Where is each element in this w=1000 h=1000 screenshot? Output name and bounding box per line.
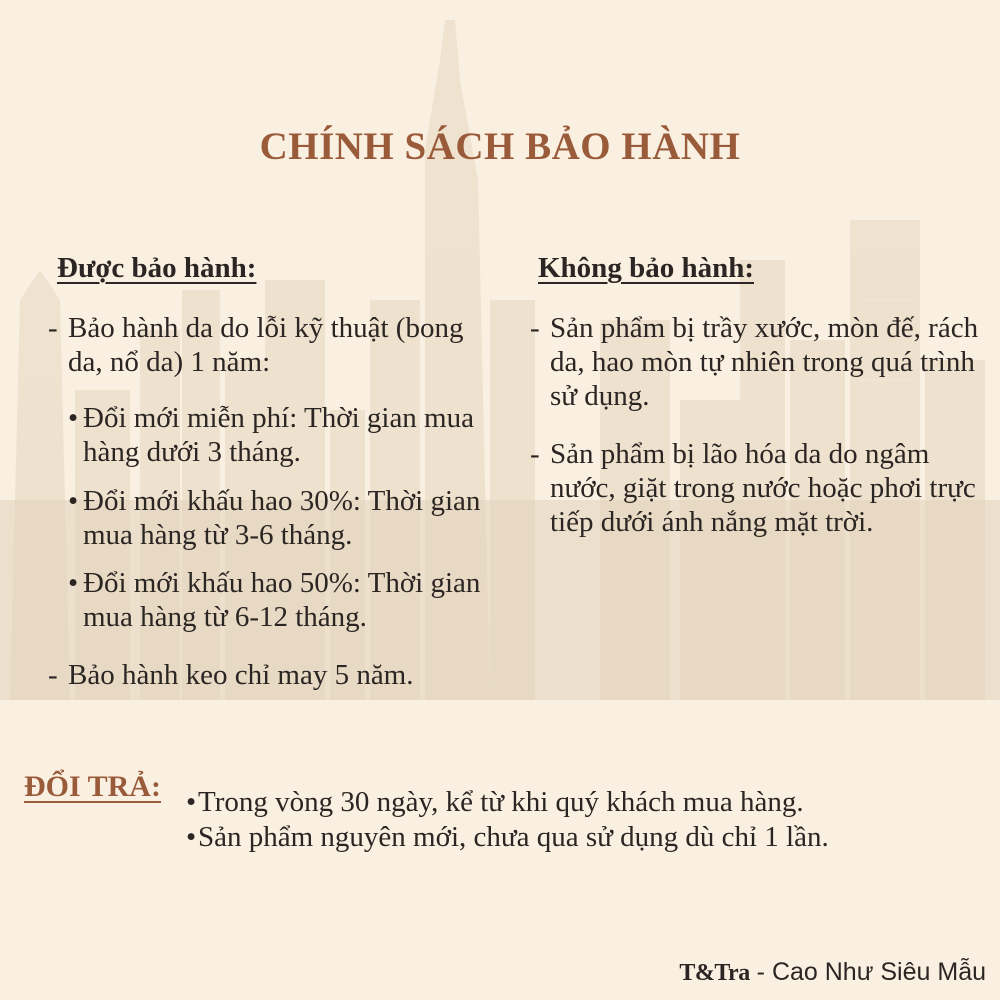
bullet-marker: •: [186, 821, 197, 853]
warranty-item-text: Bảo hành keo chỉ may 5 năm.: [68, 659, 414, 691]
returns-item-text: Sản phẩm nguyên mới, chưa qua sử dụng dù chỉ 1 lần.: [198, 821, 829, 853]
no-warranty-item-text: Sản phẩm bị trầy xước, mòn đế, rách da, hao mòn tự nhiên trong quá trình sử dụng.: [550, 312, 979, 412]
no-warranty-item: [530, 437, 980, 539]
dash-marker: -: [48, 659, 58, 691]
warranty-sub-item: [68, 566, 508, 634]
warranty-sub-item: [68, 484, 508, 552]
returns-heading: ĐỔI TRẢ:: [24, 770, 161, 803]
dash-marker: -: [530, 438, 540, 470]
dash-marker: -: [530, 312, 540, 344]
returns-item-text: Trong vòng 30 ngày, kể từ khi quý khách mua hàng.: [198, 786, 804, 818]
bullet-marker: •: [68, 567, 79, 599]
brand-logo: T&Tra: [679, 960, 750, 986]
footer-separator: -: [756, 958, 765, 986]
page-title: CHÍNH SÁCH BẢO HÀNH: [259, 125, 741, 168]
warranty-item-text: Bảo hành da do lỗi kỹ thuật (bong da, nổ da) 1 năm:: [68, 312, 464, 378]
warranty-heading: Được bảo hành:: [57, 252, 257, 284]
warranty-sub-item-text: Đổi mới khấu hao 50%: Thời gian mua hàng từ 6-12 tháng.: [83, 567, 481, 633]
warranty-sub-item-text: Đổi mới miễn phí: Thời gian mua hàng dưới 3 tháng.: [83, 402, 474, 468]
warranty-item-leather: [48, 311, 488, 379]
bullet-marker: •: [68, 485, 79, 517]
bullet-marker: •: [68, 402, 79, 434]
warranty-item-stitching: [48, 658, 488, 692]
returns-item: [186, 785, 976, 819]
dash-marker: -: [48, 312, 58, 344]
warranty-sub-item: [68, 401, 508, 469]
brand-slogan: Cao Như Siêu Mẫu: [771, 958, 986, 986]
footer-brand: [679, 958, 986, 987]
no-warranty-heading: Không bảo hành:: [538, 252, 754, 284]
returns-item: [186, 820, 976, 854]
warranty-sub-item-text: Đổi mới khấu hao 30%: Thời gian mua hàng từ 3-6 tháng.: [83, 485, 481, 551]
bullet-marker: •: [186, 786, 197, 818]
no-warranty-item: [530, 311, 980, 413]
no-warranty-item-text: Sản phẩm bị lão hóa da do ngâm nước, giặt trong nước hoặc phơi trực tiếp dưới ánh nắng mặt trời.: [550, 438, 976, 538]
